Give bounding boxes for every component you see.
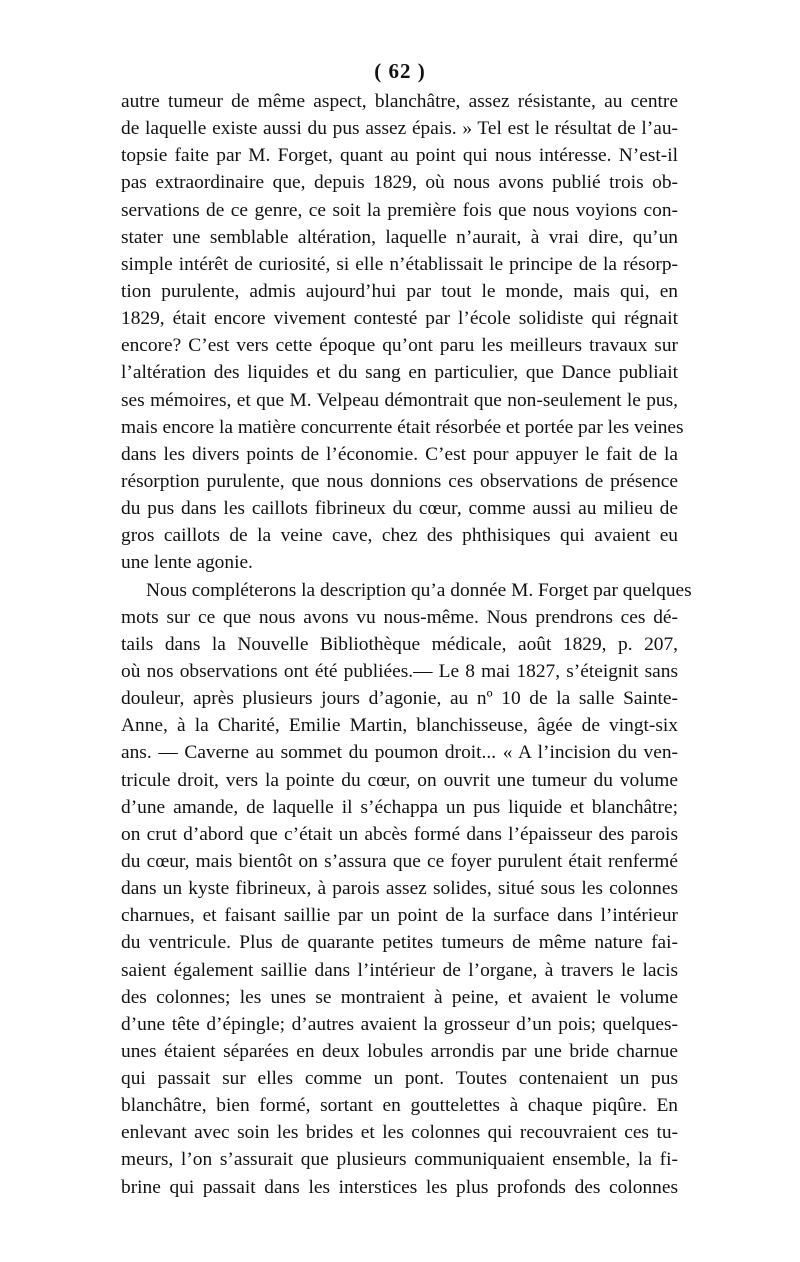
text-line: unes étaient séparées en deux lobules arrondis par une bride charnue bbox=[121, 1040, 678, 1062]
text-line: du cœur, mais bientôt on s’assura que ce foyer purulent était renfermé bbox=[121, 850, 678, 872]
text-line: du ventricule. Plus de quarante petites tumeurs de même nature fai- bbox=[121, 932, 678, 954]
text-line: servations de ce genre, ce soit la première fois que nous voyions con- bbox=[121, 199, 678, 221]
text-line: qui passait sur elles comme un pont. Toutes contenaient un pus bbox=[121, 1068, 678, 1090]
text-line: 1829, était encore vivement contesté par l’école solidiste qui régnait bbox=[121, 308, 678, 330]
text-line: on crut d’abord que c’était un abcès formé dans l’épaisseur des parois bbox=[121, 823, 678, 845]
text-line: stater une semblable altération, laquelle n’aurait, à vrai dire, qu’un bbox=[121, 226, 678, 248]
text-line: d’une tête d’épingle; d’autres avaient la grosseur d’un pois; quelques- bbox=[121, 1013, 678, 1035]
text-line: tion purulente, admis aujourd’hui par tout le monde, mais qui, en bbox=[121, 280, 678, 302]
text-line: simple intérêt de curiosité, si elle n’établissait le principe de la résorp- bbox=[121, 253, 678, 275]
text-line: encore? C’est vers cette époque qu’ont paru les meilleurs travaux sur bbox=[121, 335, 678, 357]
text-line: tails dans la Nouvelle Bibliothèque médicale, août 1829, p. 207, bbox=[121, 633, 678, 655]
text-line: Anne, à la Charité, Emilie Martin, blanchisseuse, âgée de vingt-six bbox=[121, 715, 678, 737]
text-line: douleur, après plusieurs jours d’agonie, au nº 10 de la salle Sainte- bbox=[121, 688, 678, 710]
text-line: de laquelle existe aussi du pus assez épais. » Tel est le résultat de l’au- bbox=[121, 118, 678, 140]
body-text bbox=[121, 88, 692, 1201]
text-line: des colonnes; les unes se montraient à peine, et avaient le volume bbox=[121, 986, 678, 1008]
text-line: tricule droit, vers la pointe du cœur, on ouvrit une tumeur du volume bbox=[121, 769, 678, 791]
text-line: du pus dans les caillots fibrineux du cœur, comme aussi au milieu de bbox=[121, 498, 678, 520]
text-line: ans. — Caverne au sommet du poumon droit... « A l’incision du ven- bbox=[121, 742, 678, 764]
text-line: autre tumeur de même aspect, blanchâtre, assez résistante, au centre bbox=[121, 91, 678, 112]
text-line: meurs, l’on s’assurait que plusieurs communiquaient ensemble, la fi- bbox=[121, 1149, 678, 1171]
text-line: blanchâtre, bien formé, sortant en gouttelettes à chaque piqûre. En bbox=[121, 1095, 678, 1117]
paragraph-start-line: Nous compléterons la description qu’a donnée M. Forget par quelques bbox=[146, 579, 692, 601]
text-line: topsie faite par M. Forget, quant au point qui nous intéresse. N’est-il bbox=[121, 145, 678, 167]
text-line: gros caillots de la veine cave, chez des phthisiques qui avaient eu bbox=[121, 525, 678, 547]
page-number: ( 62 ) bbox=[374, 59, 426, 83]
text-line: pas extraordinaire que, depuis 1829, où nous avons publié trois ob- bbox=[121, 172, 678, 194]
text-line: saient également saillie dans l’intérieur de l’organe, à travers le lacis bbox=[121, 959, 678, 981]
text-line: brine qui passait dans les interstices les plus profonds des colonnes bbox=[121, 1176, 678, 1198]
text-line: mots sur ce que nous avons vu nous-même. Nous prendrons ces dé- bbox=[121, 606, 678, 628]
text-line: dans un kyste fibrineux, à parois assez solides, situé sous les colonnes bbox=[121, 878, 678, 900]
text-line: résorption purulente, que nous donnions ces observations de présence bbox=[121, 470, 678, 492]
text-line: enlevant avec soin les brides et les colonnes qui recouvraient ces tu- bbox=[121, 1122, 678, 1144]
text-line: dans les divers points de l’économie. C’est pour appuyer le fait de la bbox=[121, 443, 678, 465]
text-line: l’altération des liquides et du sang en particulier, que Dance publiait bbox=[121, 362, 678, 384]
text-line: où nos observations ont été publiées.— Le 8 mai 1827, s’éteignit sans bbox=[121, 660, 678, 682]
text-line: d’une amande, de laquelle il s’échappa un pus liquide et blanchâtre; bbox=[121, 796, 678, 818]
text-line: mais encore la matière concurrente était résorbée et portée par les veines bbox=[121, 416, 684, 438]
text-line: charnues, et faisant saillie par un point de la surface dans l’intérieur bbox=[121, 905, 678, 927]
paragraph-end-line: une lente agonie. bbox=[121, 552, 253, 574]
text-line: ses mémoires, et que M. Velpeau démontrait que non-seulement le pus, bbox=[121, 389, 678, 411]
